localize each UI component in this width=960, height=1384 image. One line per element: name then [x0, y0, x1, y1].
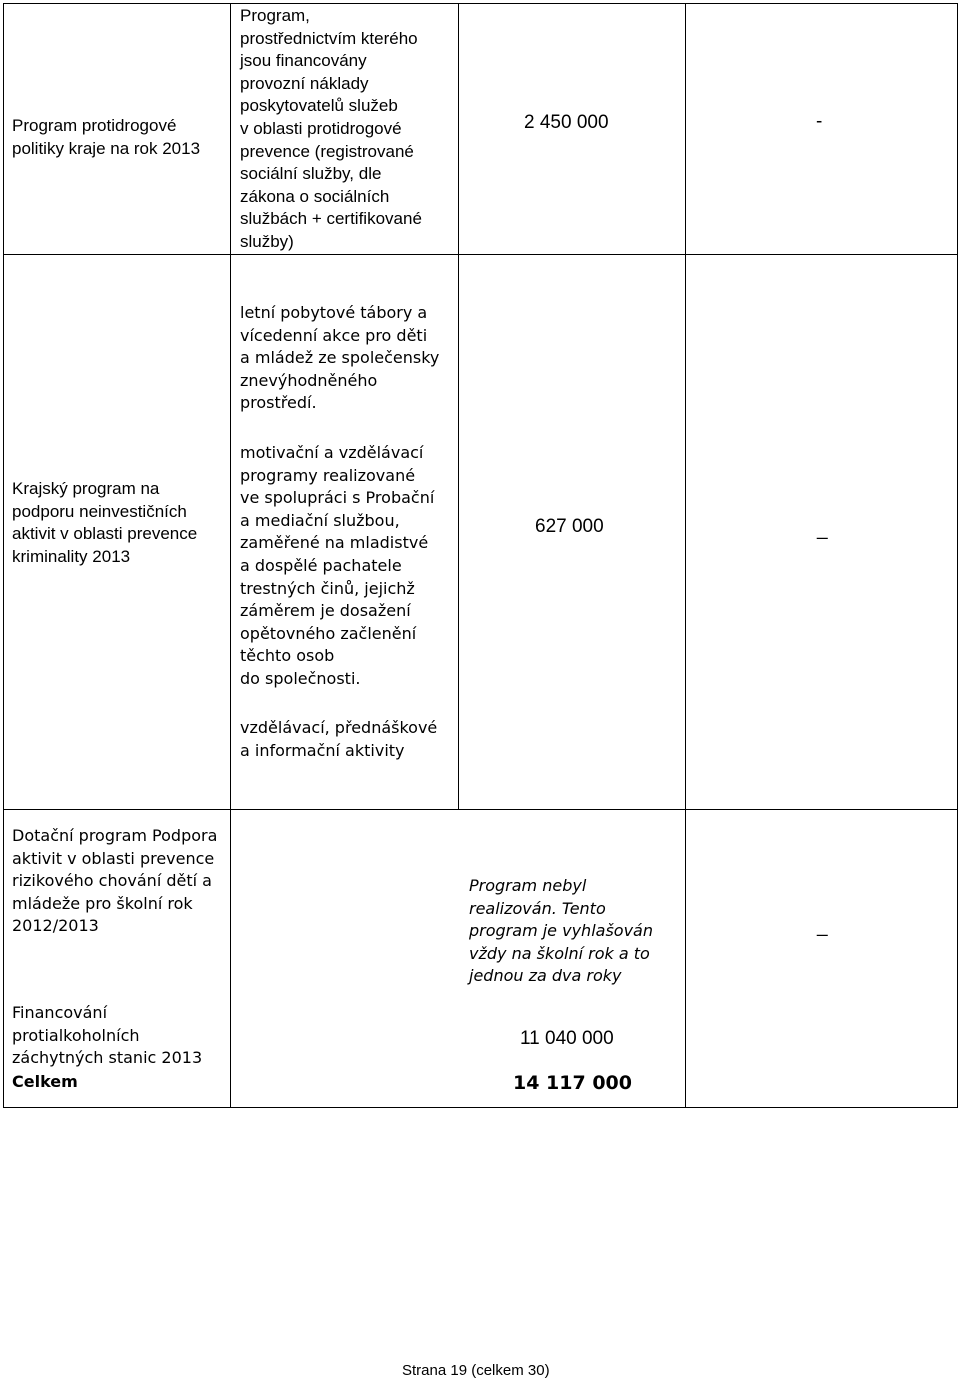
- column-divider-3: [685, 3, 686, 1108]
- amount: 627 000: [535, 516, 604, 537]
- row-divider-1: [3, 254, 958, 255]
- page-footer: Strana 19 (celkem 30): [402, 1362, 550, 1379]
- program-name: Financování protialkoholních záchytných stanic 2013: [12, 1003, 203, 1068]
- row-divider-2: [3, 809, 958, 810]
- program-name: Program protidrogové politiky kraje na rok 2013: [12, 116, 201, 158]
- table-border-bottom: [3, 1107, 958, 1108]
- note: _: [817, 519, 828, 540]
- table-border-left: [3, 3, 4, 1108]
- program-description: letní pobytové tábory a vícedenní akce pro děti a mládež ze společensky znevýhodněného prostředí.: [240, 303, 440, 413]
- note: -: [816, 111, 823, 132]
- table-border-right: [957, 3, 958, 1108]
- column-divider-1: [230, 3, 231, 1108]
- total-label: Celkem: [12, 1072, 78, 1091]
- note: _: [817, 916, 828, 937]
- table-border-top: [3, 3, 958, 4]
- amount: 11 040 000: [520, 1028, 614, 1049]
- program-description: vzdělávací, přednáškové a informační aktivity: [240, 718, 438, 760]
- column-divider-2: [458, 3, 459, 810]
- program-not-realized-note: Program nebyl realizován. Tento program je vyhlašován vždy na školní rok a to jednou za dva roky: [469, 876, 653, 986]
- program-description: motivační a vzdělávací programy realizované ve spolupráci s Probační a mediační službou, zaměřené na mladistvé a dospělé pachatele trestných činů, jejichž záměrem je dosažení opětovného začlenění těchto osob do společnosti.: [240, 443, 435, 688]
- program-name: Krajský program na podporu neinvestičních aktivit v oblasti prevence kriminality 2013: [12, 479, 198, 566]
- program-name: Dotační program Podpora aktivit v oblasti prevence rizikového chování dětí a mládeže pro školní rok 2012/2013: [12, 826, 218, 936]
- amount: 2 450 000: [524, 112, 609, 133]
- program-description: Program, prostřednictvím kterého jsou financovány provozní náklady poskytovatelů služeb v oblasti protidrogové prevence (registrované sociální služby, dle zákona o sociálních službách + certifikované služby): [240, 6, 422, 251]
- total-amount: 14 117 000: [513, 1072, 632, 1094]
